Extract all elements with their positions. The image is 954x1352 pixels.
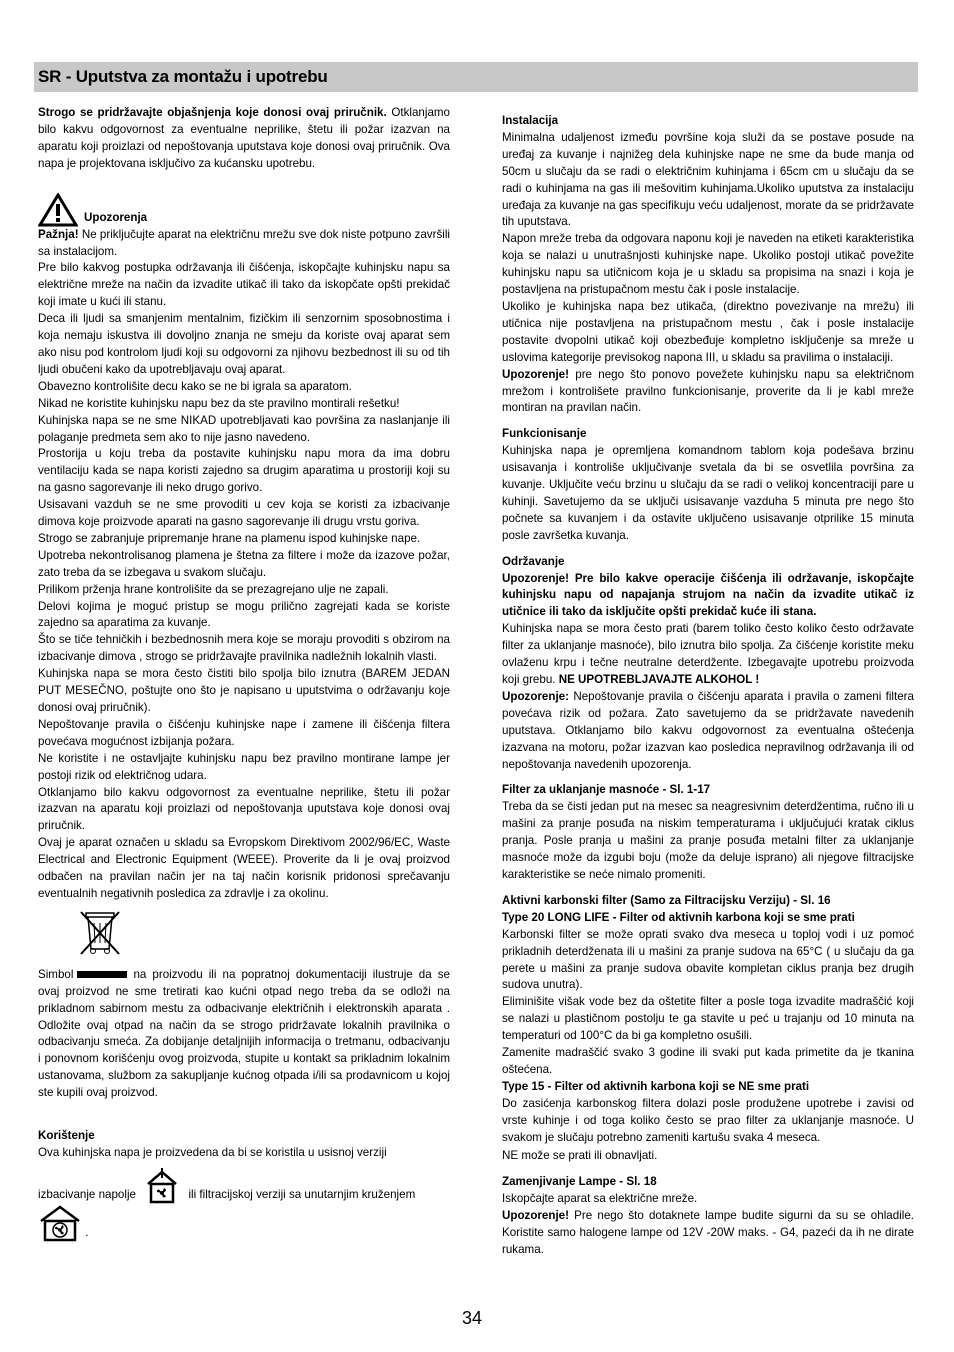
warning-7: Prostorija u koju treba da postavite kuhinjsku napu mora da ima dobru ventilaciju kada se napa koristi zajedno sa drugim aparatima u prostoriji koji su na gasno sagorevanje ili neko drugo gorivo. bbox=[38, 447, 450, 495]
type15-p1: Do zasićenja karbonskog filtera dolazi posle produžene upotrebe i zavisi od vrste kuhinje i od toga koliko često se prao filter za uklanjanje masnoće. U svakom je slučaju potrebno zameniti kartušu svaka 4 meseca. bbox=[502, 1096, 914, 1144]
warning-6: Kuhinjska napa se ne sme NIKAD upotrebljavati kao površina za naslanjanje ili polaganje predmeta sem ako to nije jasno navedeno. bbox=[38, 413, 450, 444]
left-column bbox=[38, 105, 450, 1242]
func-title: Funkcionisanje bbox=[502, 427, 587, 441]
recirculation-mode-icon bbox=[38, 1204, 82, 1242]
carbon-subtitle: Type 20 LONG LIFE - Filter od aktivnih karbona koji se sme prati bbox=[502, 910, 855, 924]
page-title: SR - Uputstva za montažu i upotrebu bbox=[38, 67, 328, 86]
type15-p2: NE može se prati ili obnavljati. bbox=[502, 1149, 658, 1163]
intro-bold: Strogo se pridržavajte objašnjenja koje donosi ovaj priručnik. bbox=[38, 106, 387, 119]
warning-18: Ovaj je aparat označen u skladu sa Evropskom Direktivom 2002/96/EC, Waste Electrical and Electronic Equipment (WEEE). Proverite da li je ovaj proizvod odbačen na pravilan način jer na taj način korisnik pridonosi sprečavanju eventualnih negativnih posledica za zdravlje i za okolinu. bbox=[38, 836, 450, 900]
usage-line-2 bbox=[38, 1168, 450, 1204]
usage-text-3: ili filtracijskoj verziji sa unutarnjim kruženjem bbox=[188, 1187, 416, 1201]
weee-bin-icon bbox=[78, 909, 122, 957]
maint-title: Održavanje bbox=[502, 554, 565, 568]
warning-12: Delovi kojima je moguć pristup se mogu prilično zagrejati kada se koriste zajedno sa aparatima za kuvanje. bbox=[38, 599, 450, 630]
usage-text-4: . bbox=[85, 1225, 89, 1239]
install-p4-bold: Upozorenje! bbox=[502, 367, 569, 381]
right-column bbox=[502, 105, 914, 1259]
warning-17: Otklanjamo bilo kakvu odgovornost za eventualne neprilike, štetu ili požar izazvan na aparatu koji proizlazi od nepoštovanja uputstava koje donosi ovaj priručnik. bbox=[38, 785, 450, 833]
carbon-p2: Eliminišite višak vode bez da oštetite filter a posle toga izvadite madraščić koji se nalazi u plastičnom postolju te ga stavite u peć u trajanju od 10 minuta na temperaturi od 100°C da bi ga kompletno osušili. bbox=[502, 995, 914, 1043]
warning-2: Pre bilo kakvog postupka održavanja ili čišćenja, iskopčajte kuhinjsku napu sa električne mreže na način da izvadite utikač ili tako da iskopčate opšti prekidač koji imate u kući ili stanu. bbox=[38, 261, 450, 309]
warning-4: Obavezno kontrolišite decu kako se ne bi igrala sa aparatom. bbox=[38, 379, 352, 393]
usage-text-1: Ova kuhinjska napa je proizvedena da bi se koristila u usisnoj verziji bbox=[38, 1145, 387, 1159]
carbon-p3: Zamenite madraščić svako 3 godine ili svaki put kada primetite da je tkanina oštećena. bbox=[502, 1046, 914, 1076]
warning-triangle-icon bbox=[38, 193, 78, 227]
header-bar bbox=[34, 62, 918, 92]
symbol-paragraph bbox=[38, 967, 450, 1102]
symbol-text: na proizvodu ili na popratnoj dokumentaciji ilustruje da se ovaj proizvod ne sme tretirati kao kućni otpad nego treba da se odloži na prikladnom sabirnom mestu za odbacivanje električnih i elektronskih aparata . Odložite ovaj otpad na način da se strogo pridržavate lokalnih pravilnika o odbacivanju smeća. Za dobijanje detaljnijih informacija o tretmanu, odbacivanju i ponovnom korišćenju ovog proizvoda, stupite u kontakt sa prikladnim lokalnim ustanovama, službom za sakupljanje kućnog otpada i/ili sa prodavnicom u kojoj ste kupili ovaj proizvod. bbox=[38, 967, 450, 1100]
warnings-heading bbox=[38, 193, 450, 227]
warning-1-text: Ne priključujte aparat na električnu mrežu sve dok niste potpuno završili sa instalacijom. bbox=[38, 227, 450, 258]
warning-9: Strogo se zabranjuje pripremanje hrane na plamenu ispod kuhinjske nape. bbox=[38, 531, 421, 545]
black-bar-symbol bbox=[77, 971, 127, 978]
warning-3: Deca ili ljudi sa smanjenim mentalnim, fizičkim ili senzornim sposobnostima i koja nemaju iskustva ili dovoljno znanja ne smeju da koriste ovaj aparat sem ako nisu pod kontrolom ljudi koji su odgovorni za njihovu bezbednost ili su od tih ljudi obučeni kako da upotrebljavaju ovaj aparat. bbox=[38, 312, 450, 376]
lamp-p2-bold: Upozorenje! bbox=[502, 1209, 569, 1223]
usage-text-2: izbacivanje napolje bbox=[38, 1187, 136, 1201]
warning-13: Što se tiče tehničkih i bezbednosnih mera koje se moraju provoditi s obzirom na izbacivanje dimova , strogo se pridržavajte pravilnika nadležnih lokalnih vlasti. bbox=[38, 633, 450, 664]
maint-p1-bold: NE UPOTREBLJAVAJTE ALKOHOL ! bbox=[558, 673, 760, 686]
warning-16: Ne koristite i ne ostavljajte kuhinjsku napu bez pravilno montirane lampe jer postoji rizik od električnog udara. bbox=[38, 751, 450, 782]
lamp-p1: Iskopčajte aparat sa električne mreže. bbox=[502, 1192, 698, 1206]
func-text: Kuhinjska napa je opremljena komandnom tablom koja podešava brzinu usisavanja i kontroliše uključivanje svetala da bi se osvetlila površina za kuvanje. Uključite veću brzinu u slučaju da se radi o velikoj koncentraciji pare u kuhinji. Savetujemo da se uključi usisavanje vazduha 5 minuta pre nego što počnete sa kuvanjem i da ostavite uključeno usisavanje otprilike 15 minuta posle završetka kuvanja. bbox=[502, 444, 914, 542]
warning-1 bbox=[38, 227, 450, 261]
maint-p2-bold: Upozorenje: bbox=[502, 689, 569, 703]
install-p4-text: pre nego što ponovo povežete kuhinjsku napu sa električnom mrežom i kontrolišete pravilno funkcionisanje, proverite da li je kabl mreže montiran na pravilan način. bbox=[502, 367, 914, 415]
warning-1-bold: Pažnja! bbox=[38, 227, 79, 241]
carbon-title: Aktivni karbonski filter (Samo za Filtracijsku Verziju) - Sl. 16 bbox=[502, 893, 831, 907]
install-title: Instalacija bbox=[502, 114, 559, 127]
carbon-p1: Karbonski filter se može oprati svako dva meseca u toploj vodi i uz pomoć prikladnih deterdženata ili u mašini za pranje sudova na 65°C ( u slučaju da ga perete u mašini za pranje sudova obavite kompletan ciklus pranja bez drugih sudova unutra). bbox=[502, 927, 914, 992]
usage-line-4 bbox=[38, 1204, 450, 1242]
grease-text: Treba da se čisti jedan put na mesec sa neagresivnim deterdžentima, ručno ili u mašini za pranje posuđa na niskim temperaturama i uključujući kratak ciklus pranja. Posle pranja u mašini za pranje posuđa metalni filter za uklanjanje masnoće može da izgubi boju (može da deluje isprano) ali njegove filtracijske karakteristike se neće nimalo promeniti. bbox=[502, 800, 914, 881]
maint-p1 bbox=[502, 621, 914, 689]
install-p3: Ukoliko je kuhinjska napa bez utikača, (direktno povezivanje na mrežu) ili utičnica nije postavljena na pristupačnom mestu , čak i posle instalacije postavite dvopolni utikač koji obezbeđuje kompletno isključenje sa mreže u uslovima kategorije previsokog napona III, u skladu sa pravilima o instalaciji. bbox=[502, 299, 914, 364]
grease-title: Filter za uklanjanje masnoće - Sl. 1-17 bbox=[502, 783, 711, 797]
warning-14: Kuhinjska napa se mora često čistiti bilo spolja bilo iznutra (BAREM JEDAN PUT MESEČNO, poštujte ono što je napisano u uputstvima o održavanju koje donosi ovaj priručnik). bbox=[38, 667, 450, 714]
lamp-title: Zamenjivanje Lampe - Sl. 18 bbox=[502, 1175, 657, 1189]
warning-8: Usisavani vazduh se ne sme provoditi u cev koja se koristi za izbacivanje dimova koje proizvode aparati na gasno sagorevanje ili drugu vrstu goriva. bbox=[38, 498, 450, 529]
maint-warning: Upozorenje! Pre bilo kakve operacije čišćenja ili održavanje, iskopčajte kuhinjsku napu od napajanja strujom na način da izvadite utikač iz utičnice ili tako da isključite opšti prekidač kuće ili stana. bbox=[502, 571, 914, 619]
lamp-p2 bbox=[502, 1208, 914, 1259]
warning-15: Nepoštovanje pravila o čišćenju kuhinjske nape i zamene ili čišćenja filtera povećava mogućnost izbijanja požara. bbox=[38, 717, 450, 748]
page-number: 34 bbox=[462, 1308, 483, 1328]
warnings-title: Upozorenja bbox=[84, 210, 148, 224]
maint-p2 bbox=[502, 689, 914, 774]
install-p2: Napon mreže treba da odgovara naponu koji je naveden na etiketi karakteristika koja se nalazi u unutrašnjosti kuhinjske nape. Ukoliko postoji utikač povežite kuhinjsku napu sa utičnicom koja je u skladu sa propisima na snazi i koja je postavljena na pristupačnom mestu čak i posle instalacije. bbox=[502, 232, 914, 297]
usage-title: Korištenje bbox=[38, 1129, 95, 1143]
weee-symbol bbox=[78, 909, 450, 963]
install-p4 bbox=[502, 367, 914, 418]
extraction-mode-icon bbox=[145, 1168, 179, 1204]
install-p1: Minimalna udaljenost između površine koja služi da se postave posude na uređaj za kuvanje i najnižeg dela kuhinjske nape ne sme da bude manja od 50cm u slučaju da se radi o električnim kuhinjama i 65cm cm u slučaju da se radi o kuhinjama na gas ili mešovitim kuhinjama.Ukoliko uputstva za instalaciju uređaja za kuvanje na gas specifikuju veću udaljenost, morate da se pridržavate tih uputstava. bbox=[502, 130, 914, 229]
symbol-lead: Simbol bbox=[38, 967, 74, 981]
intro bbox=[38, 105, 450, 173]
warning-5: Nikad ne koristite kuhinjsku napu bez da ste pravilno montirali rešetku! bbox=[38, 396, 400, 410]
warning-11: Prilikom prženja hrane kontrolišite da se prezagrejano ulje ne zapali. bbox=[38, 582, 389, 596]
intro-text: Otklanjamo bilo kakvu odgovornost za eventualne neprilike, štetu ili požar izazvan na aparatu koji proizlazi od nepoštovanja uputstava koje donosi ovaj priručnik. Ova napa je projektovana isključivo za kućansku upotrebu. bbox=[38, 106, 450, 170]
maint-p2-text: Nepoštovanje pravila o čišćenju aparata i pravila o zameni filtera povećava rizik od požara. Zato savetujemo da se pridržavate navedenih uputstava. Otklanjamo bilo kakvu odgovornost za eventualna oštećenja izazvana na motoru, požar izazvan kao posledica nepravilnog održavanja ili od nepoštovanja navedenih upozorenja. bbox=[502, 689, 914, 771]
maint-p1-text: Kuhinjska napa se mora često prati (barem toliko često koliko često održavate filter za uklanjanje masnoće), bilo iznutra bilo spolja. Za čišćenje koristite meku ovlaženu krpu i tečne neutralne deterdžente. Izbegavajte upotrebu proizvoda koji grebu. bbox=[502, 622, 914, 686]
lamp-p2-text: Pre nego što dotaknete lampe budite sigurni da su se ohladile. Koristite samo halogene lampe od 12V -20W maks. - G4, pazeći da ih ne dirate rukama. bbox=[502, 1209, 914, 1256]
type15-title: Type 15 - Filter od aktivnih karbona koji se NE sme prati bbox=[502, 1079, 810, 1093]
warning-10: Upotreba nekontrolisanog plamena je štetna za filtere i može da izazove požar, zato treba da se izbegava u svakom slučaju. bbox=[38, 548, 450, 579]
